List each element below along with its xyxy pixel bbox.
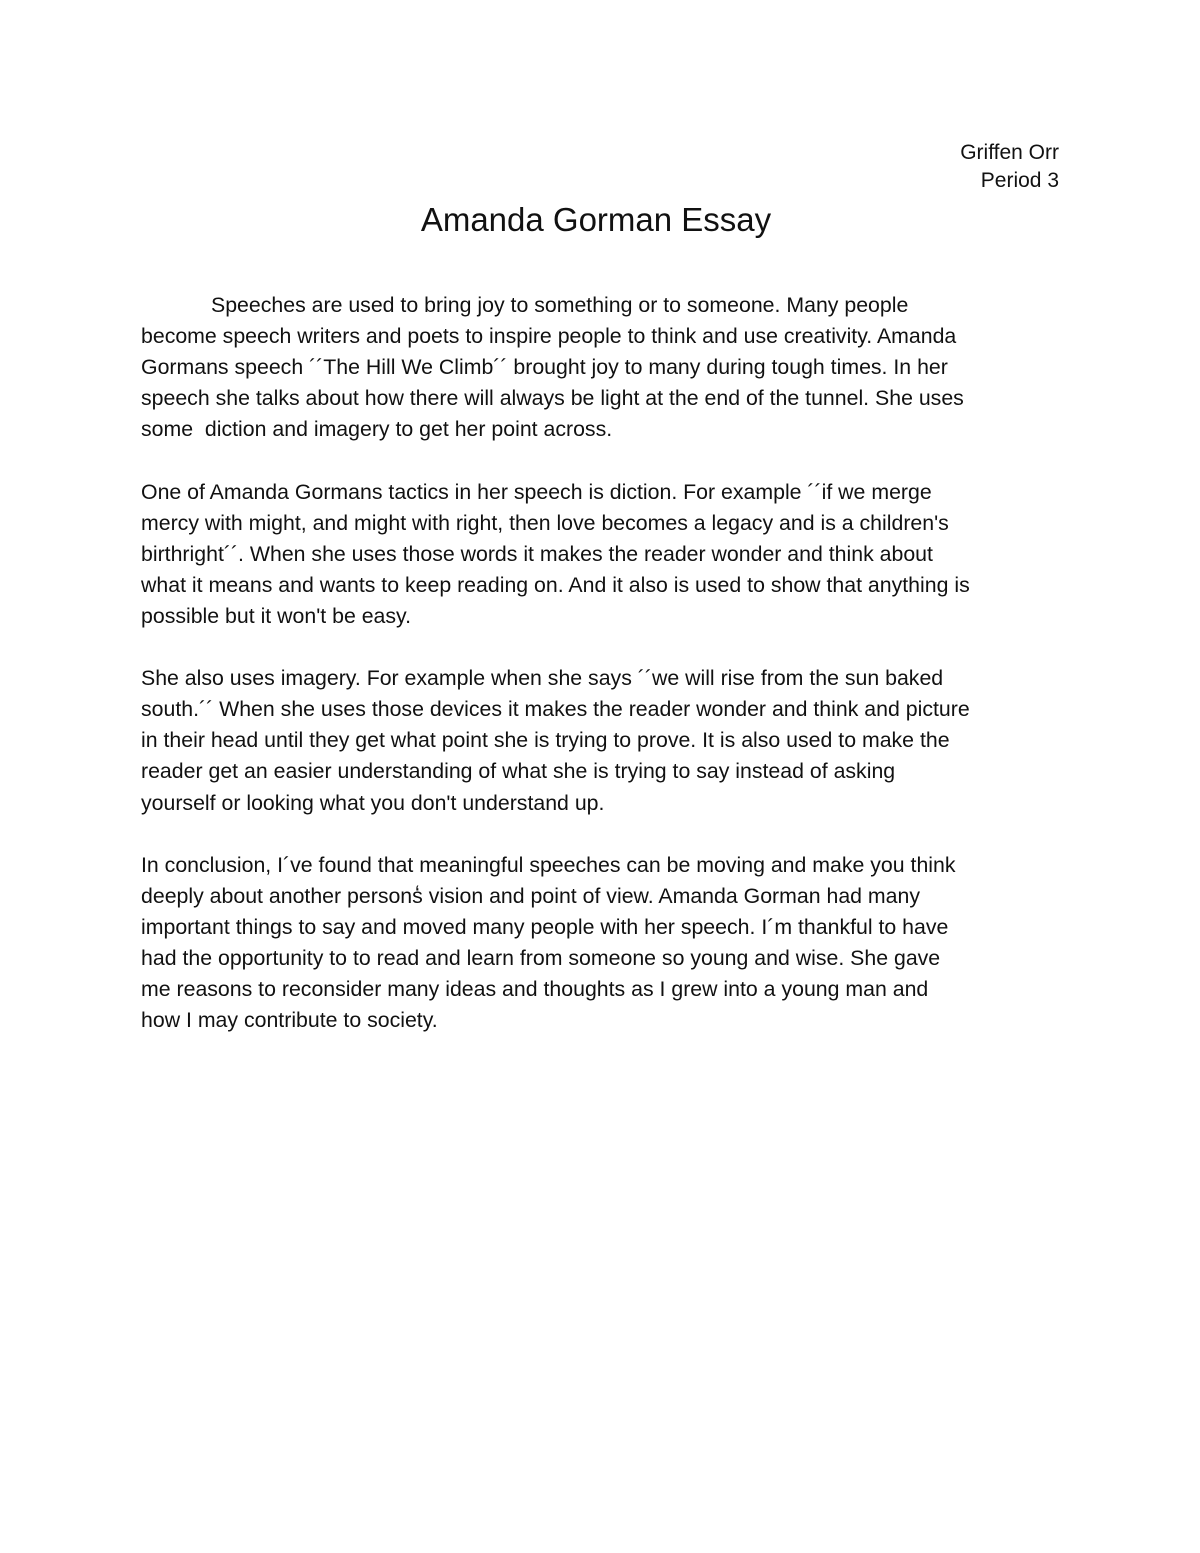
paragraph-line: birthright´´. When she uses those words it makes the reader wonder and think about [141,541,933,566]
paragraph-line: Gormans speech ´´The Hill We Climb´´ brought joy to many during tough times. In her [141,355,948,380]
paragraph-line: One of Amanda Gormans tactics in her speech is diction. For example ´´if we merge [141,479,932,504]
paragraph-line: possible but it won't be easy. [141,603,412,628]
paragraph-line: mercy with might, and might with right, then love becomes a legacy and is a children's [141,510,949,535]
paragraph-line: important things to say and moved many people with her speech. I´m thankful to have [141,914,949,939]
essay-title: Amanda Gorman Essay [420,201,772,238]
paragraph-line: Speeches are used to bring joy to something or to someone. Many people [211,293,909,317]
paragraph-line: She also uses imagery. For example when she says ´´we will rise from the sun baked [141,666,944,691]
paragraph-line: in their head until they get what point she is trying to prove. It is also used to make the [141,728,950,753]
paragraph-line: what it means and wants to keep reading on. And it also is used to show that anything is [141,572,970,597]
author-name: Griffen Orr [960,141,1059,164]
paragraph-imagery [141,663,1071,818]
paragraph-diction [141,477,1071,632]
author-header [960,139,1059,195]
class-period: Period 3 [980,169,1059,192]
paragraph-line: yourself or looking what you don't understand up. [141,790,605,815]
paragraph-conclusion [141,850,1071,1037]
paragraph-line: south.´´ When she uses those devices it makes the reader wonder and think and picture [141,697,970,722]
paragraph-line: deeply about another persons̒ vision and point of view. Amanda Gorman had many [141,883,921,908]
paragraph-line: me reasons to reconsider many ideas and thoughts as I grew into a young man and [141,977,929,1002]
paragraph-line: how I may contribute to society. [141,1008,438,1033]
paragraph-intro [141,290,1071,445]
paragraph-line: some diction and imagery to get her point across. [141,417,613,442]
paragraph-line: reader get an easier understanding of what she is trying to say instead of asking [141,759,896,784]
paragraph-line: speech she talks about how there will always be light at the end of the tunnel. She uses [141,386,964,411]
essay-body [141,290,1071,1067]
paragraph-line: become speech writers and poets to inspire people to think and use creativity. Amanda [141,324,957,349]
paragraph-line: had the opportunity to to read and learn from someone so young and wise. She gave [141,945,941,970]
paragraph-line: In conclusion, I´ve found that meaningful speeches can be moving and make you think [141,852,956,877]
